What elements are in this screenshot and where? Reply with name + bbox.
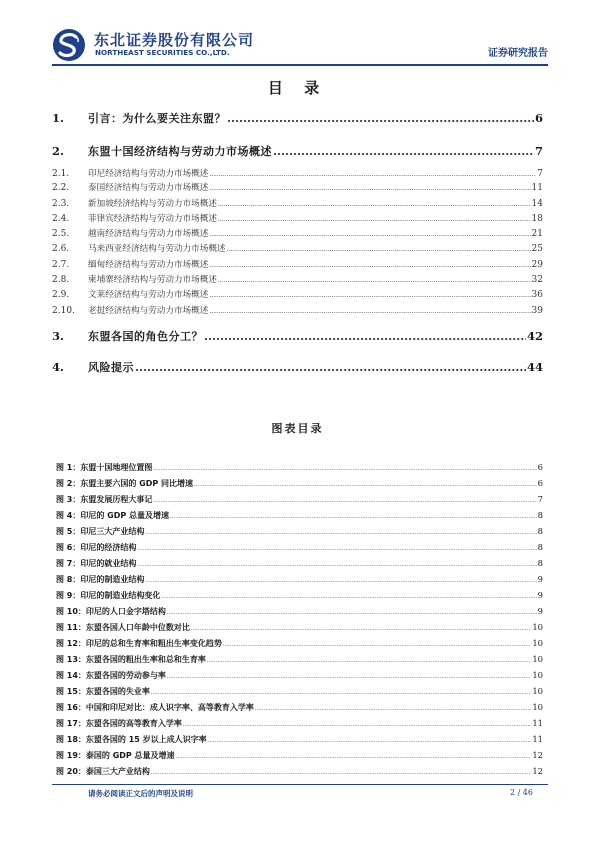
toc-entry-label: 引言：为什么要关注东盟？	[88, 112, 226, 125]
figure-entry[interactable]	[56, 478, 543, 489]
figure-entry-label: 图 1：东盟十国地理位置图	[56, 463, 153, 472]
toc-subentry[interactable]	[52, 227, 543, 239]
figure-entry[interactable]	[56, 718, 543, 729]
toc-entry-page: 39	[531, 306, 543, 316]
toc-entry-number: 2.6.	[52, 244, 70, 254]
dot-leader	[151, 770, 531, 776]
toc-entry-label: 柬埔寨经济结构与劳动力市场概述	[88, 275, 217, 285]
toc-entry-page: 11	[531, 183, 543, 193]
toc-entry-number: 4.	[52, 360, 65, 374]
figure-entry-page: 8	[537, 558, 543, 568]
figure-entry[interactable]	[56, 558, 543, 569]
figure-entry-page: 6	[537, 462, 543, 472]
company-name-cn: 东北证券股份有限公司	[94, 31, 255, 49]
company-logo-icon	[52, 28, 86, 62]
toc-entry-number: 2.4.	[52, 214, 70, 224]
toc-subentry[interactable]	[52, 304, 543, 316]
dot-leader	[137, 546, 536, 552]
dot-leader	[209, 292, 530, 299]
figure-entry[interactable]	[56, 750, 543, 761]
toc-entry-page: 6	[534, 111, 543, 125]
toc-entry-label: 风险提示	[88, 361, 134, 374]
dot-leader	[170, 514, 537, 520]
figure-entry-page: 8	[537, 526, 543, 536]
dot-leader	[191, 626, 531, 632]
figure-entry[interactable]	[56, 462, 543, 473]
figure-entry-label: 图 10：印尼的人口金字塔结构	[56, 607, 166, 616]
toc-entry-number: 2.3.	[52, 199, 70, 209]
figure-entry[interactable]	[56, 654, 543, 665]
figure-entry-page: 10	[532, 686, 543, 696]
toc-entry[interactable]	[52, 359, 543, 375]
header-divider	[52, 64, 548, 66]
toc-entry-number: 2.10.	[52, 306, 75, 316]
toc-entry[interactable]	[52, 110, 543, 126]
dot-leader	[218, 201, 531, 208]
dot-leader	[145, 530, 536, 536]
toc-entry-page: 7	[537, 169, 543, 179]
toc-entry-label: 菲律宾经济结构与劳动力市场概述	[88, 214, 217, 224]
figure-list-title: 图表目录	[271, 422, 324, 435]
toc-subentry[interactable]	[52, 242, 543, 254]
figure-entry-page: 9	[537, 574, 543, 584]
figure-entry[interactable]	[56, 670, 543, 681]
toc-entry-page: 32	[531, 275, 543, 285]
dot-leader	[167, 674, 531, 680]
page-indicator: 2 / 46	[509, 788, 533, 797]
toc-entry-number: 2.2.	[52, 183, 70, 193]
toc-entry-page: 44	[526, 360, 543, 374]
toc-entry-page: 29	[531, 260, 543, 270]
toc-entry-number: 3.	[52, 329, 65, 343]
figure-entry-label: 图 16：中国和印尼对比：成人识字率、高等教育入学率	[56, 703, 254, 712]
toc-entry-label: 泰国经济结构与劳动力市场概述	[88, 183, 209, 193]
dot-leader	[137, 562, 536, 568]
figure-entry-page: 10	[532, 622, 543, 632]
toc-subentry[interactable]	[52, 273, 543, 285]
dot-leader	[218, 277, 531, 284]
toc-entry-number: 2.	[52, 144, 65, 158]
dot-leader	[223, 642, 531, 648]
toc-subentry[interactable]	[52, 181, 543, 193]
dot-leader	[153, 466, 536, 472]
figure-entry-label: 图 9：印尼的制造业结构变化	[56, 591, 161, 600]
toc-entry-label: 文莱经济结构与劳动力市场概述	[88, 290, 209, 300]
dot-leader	[167, 610, 537, 616]
toc-entry-page: 18	[531, 214, 543, 224]
figure-entry-page: 8	[537, 510, 543, 520]
figure-entry[interactable]	[56, 510, 543, 521]
dot-leader	[204, 329, 526, 343]
dot-leader	[255, 706, 531, 712]
toc-entry-page: 21	[531, 229, 543, 239]
dot-leader	[209, 185, 530, 192]
dot-leader	[207, 658, 531, 664]
toc-entry-number: 2.5.	[52, 229, 70, 239]
figure-entry-label: 图 4：印尼的 GDP 总量及增速	[56, 511, 169, 520]
dot-leader	[151, 690, 531, 696]
dot-leader	[145, 578, 536, 584]
figure-entry-page: 10	[532, 670, 543, 680]
figure-entry-label: 图 14：东盟各国的劳动参与率	[56, 671, 166, 680]
figure-entry-label: 图 12：印尼的总和生育率和粗出生率变化趋势	[56, 639, 222, 648]
toc-entry-number: 2.7.	[52, 260, 70, 270]
figure-entry[interactable]	[56, 574, 543, 585]
figure-entry-label: 图 19：泰国的 GDP 总量及增速	[56, 751, 175, 760]
figure-entry-page: 11	[532, 734, 543, 744]
toc-entry-label: 东盟各国的角色分工？	[88, 330, 203, 343]
dot-leader	[209, 308, 530, 315]
dot-leader	[218, 216, 531, 223]
figure-entry-label: 图 20：泰国三大产业结构	[56, 767, 150, 776]
dot-leader	[208, 738, 532, 744]
figure-entry-page: 12	[532, 750, 543, 760]
toc-entry-number: 2.1.	[52, 169, 70, 179]
footer-disclaimer: 请务必阅读正文后的声明及说明	[88, 789, 193, 798]
figure-entry[interactable]	[56, 494, 543, 505]
dot-leader	[153, 498, 536, 504]
dot-leader	[183, 722, 531, 728]
dot-leader	[209, 262, 530, 269]
toc-subentry[interactable]	[52, 197, 543, 209]
figure-entry-page: 10	[532, 702, 543, 712]
figure-entry[interactable]	[56, 526, 543, 537]
figure-entry-label: 图 6：印尼的经济结构	[56, 543, 137, 552]
toc-entry-label: 老挝经济结构与劳动力市场概述	[88, 306, 209, 316]
figure-entry[interactable]	[56, 734, 543, 745]
page-header	[52, 28, 548, 62]
toc-entry-number: 1.	[52, 111, 65, 125]
figure-entry[interactable]	[56, 606, 543, 617]
toc-entry-page: 14	[531, 199, 543, 209]
figure-entry[interactable]	[56, 766, 543, 777]
dot-leader	[273, 144, 534, 158]
figure-entry-label: 图 3：东盟发展历程大事记	[56, 495, 153, 504]
report-type: 证券研究报告	[488, 48, 548, 59]
toc-subentry[interactable]	[52, 288, 543, 300]
dot-leader	[209, 231, 530, 238]
figure-entry[interactable]	[56, 542, 543, 553]
figure-entry[interactable]	[56, 622, 543, 633]
toc-entry-number: 2.8.	[52, 275, 70, 285]
figure-entry-label: 图 11：东盟各国人口年龄中位数对比	[56, 623, 190, 632]
figure-entry-page: 8	[537, 542, 543, 552]
figure-entry-page: 12	[532, 766, 543, 776]
dot-leader	[227, 246, 531, 253]
toc-entry-label: 新加坡经济结构与劳动力市场概述	[88, 199, 217, 209]
figure-entry-label: 图 5：印尼三大产业结构	[56, 527, 145, 536]
figure-entry-label: 图 13：东盟各国的粗出生率和总和生育率	[56, 655, 206, 664]
figure-entry-page: 10	[532, 638, 543, 648]
figure-entry-page: 9	[537, 590, 543, 600]
toc-title: 目 录	[267, 79, 328, 97]
toc-subentry[interactable]	[52, 258, 543, 270]
company-name-en: NORTHEAST SECURITIES CO.,LTD.	[95, 48, 230, 57]
toc-entry-number: 2.9.	[52, 290, 70, 300]
toc-entry-page: 36	[531, 290, 543, 300]
dot-leader	[135, 360, 526, 374]
toc-entry-page: 25	[531, 244, 543, 254]
figure-entry[interactable]	[56, 590, 543, 601]
figure-entry[interactable]	[56, 686, 543, 697]
dot-leader	[176, 754, 532, 760]
toc-entry[interactable]	[52, 328, 543, 344]
figure-entry-label: 图 2：东盟主要六国的 GDP 同比增速	[56, 479, 193, 488]
toc-entry-label: 东盟十国经济结构与劳动力市场概述	[88, 145, 272, 158]
figure-entry-page: 9	[537, 606, 543, 616]
dot-leader	[194, 482, 537, 488]
toc-entry-page: 7	[534, 144, 543, 158]
dot-leader	[227, 111, 534, 125]
dot-leader	[161, 594, 536, 600]
toc-entry-label: 越南经济结构与劳动力市场概述	[88, 229, 209, 239]
toc-entry-label: 缅甸经济结构与劳动力市场概述	[88, 260, 209, 270]
dot-leader	[209, 171, 536, 178]
figure-entry[interactable]	[56, 702, 543, 713]
figure-entry[interactable]	[56, 638, 543, 649]
toc-entry-label: 马来西亚经济结构与劳动力市场概述	[88, 244, 226, 254]
toc-entry[interactable]	[52, 143, 543, 159]
figure-entry-label: 图 7：印尼的就业结构	[56, 559, 137, 568]
toc-subentry[interactable]	[52, 212, 543, 224]
figure-entry-page: 11	[532, 718, 543, 728]
figure-entry-page: 10	[532, 654, 543, 664]
toc-subentry[interactable]	[52, 167, 543, 179]
figure-entry-label: 图 15：东盟各国的失业率	[56, 687, 150, 696]
figure-entry-label: 图 18：东盟各国的 15 岁以上成人识字率	[56, 735, 207, 744]
footer-divider	[52, 784, 548, 785]
figure-entry-page: 6	[537, 478, 543, 488]
figure-entry-label: 图 17：东盟各国的高等教育入学率	[56, 719, 182, 728]
figure-entry-page: 7	[537, 494, 543, 504]
toc-entry-page: 42	[526, 329, 543, 343]
figure-entry-label: 图 8：印尼的制造业结构	[56, 575, 145, 584]
toc-entry-label: 印尼经济结构与劳动力市场概述	[88, 169, 209, 179]
